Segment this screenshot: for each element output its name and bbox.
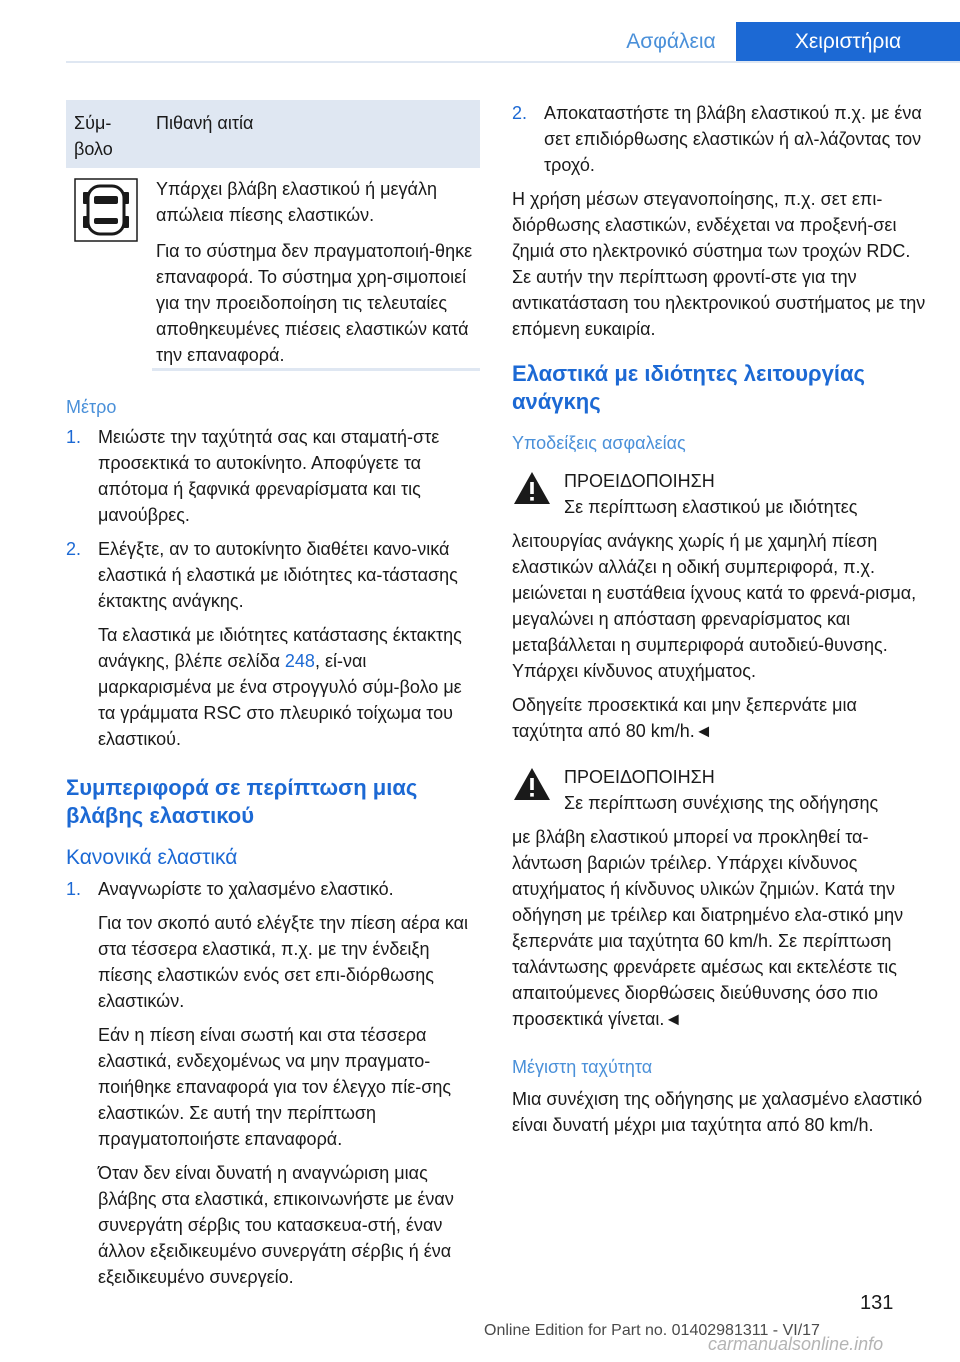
warning-triangle-icon (512, 766, 552, 800)
header-tab-controls[interactable]: Χειριστήρια (736, 22, 960, 62)
header-divider (66, 61, 960, 63)
page-link-248[interactable]: 248 (284, 651, 315, 671)
list-text: Ελέγξτε, αν το αυτοκίνητο διαθέτει κανο-νικά ελαστικά ή ελαστικά με ιδιότητες κα-τάστασης έκτακτης ανάγκης. (98, 539, 458, 611)
section-heading: Ελαστικά με ιδιότητες λειτουργίας ανάγκης (512, 361, 865, 414)
warning-text-first: Σε περίπτωση συνέχισης της οδήγησης (564, 793, 879, 813)
subsection-heading: Κανονικά ελαστικά (66, 846, 238, 869)
header-tab-safety[interactable]: Ασφάλεια (606, 22, 736, 62)
safety-heading: Υποδείξεις ασφαλείας (512, 433, 686, 453)
list-text: Μειώστε την ταχύτητά σας και σταματή-στε προσεκτικά το αυτοκίνητο. Αποφύγετε τα απότομα ή ξαφνικά φρεναρίσματα και τις μανούβρες. (98, 427, 440, 525)
list-text-extra: Για τον σκοπό αυτό ελέγξτε την πίεση αέρα και στα τέσσερα ελαστικά, π.χ. με την ένδειξη πίεσης ελαστικών ενός σετ επι-διόρθωσης ελαστικών. (98, 913, 469, 1011)
warning-triangle-icon (512, 470, 552, 504)
warning-title: ΠΡΟΕΙΔΟΠΟΙΗΣΗ (564, 471, 715, 491)
page-number: 131 (860, 1292, 894, 1314)
list-text-extra: Όταν δεν είναι δυνατή η αναγνώριση μιας βλάβης στα ελαστικά, επικοινωνήστε με έναν συνεργάτη σέρβις του κατασκευα-στή, έναν άλλον εξειδικευμένο συνεργάτη σέρβις ή ένα εξειδικευμένο συνεργείο. (98, 1163, 454, 1287)
tire-pressure-car-icon (74, 178, 138, 242)
measures-list (66, 424, 480, 752)
rdc-paragraph: Η χρήση μέσων στεγανοποίησης, π.χ. σετ επι-διόρθωσης ελαστικών, ενδέχεται να προξενή-σει ζημιά στο ηλεκτρονικό σύστημα των τροχών RDC. Σε αυτήν την περίπτωση φροντί-στε για την αντικατάσταση του ηλεκτρονικού συστήματος με την επόμενη ευκαιρία. (512, 189, 926, 339)
list-text-extra: Τα ελαστικά με ιδιότητες κατάστασης έκτακτης ανάγκης, βλέπε σελίδα 248, εί-ναι μαρκαρισμένα με ένα στρογγυλό σύμ-βολο με τα γράμματα RSC στο πλευρικό τοίχωμα του ελαστικού. (98, 625, 462, 749)
measures-heading: Μέτρο (66, 397, 117, 417)
warning-title: ΠΡΟΕΙΔΟΠΟΙΗΣΗ (564, 767, 715, 787)
list-item (512, 100, 926, 178)
warning-box (512, 468, 926, 528)
table-header-cause: Πιθανή αιτία (156, 113, 254, 133)
list-number: 2. (66, 539, 82, 559)
table-row (66, 168, 480, 370)
cause-paragraph: Για το σύστημα δεν πραγματοποιή-θηκε επαναφορά. Το σύστημα χρη-σιμοποιεί για την προειδοποίηση τις τελευταίες αποθηκευμένες πιέσεις ελαστικών κατά την επαναφορά. (156, 241, 473, 365)
max-speed-heading: Μέγιστη ταχύτητα (512, 1057, 653, 1077)
cause-paragraph: Υπάρχει βλάβη ελαστικού ή μεγάλη απώλεια πίεσης ελαστικών. (156, 179, 437, 225)
warning-text: Οδηγείτε προσεκτικά και μην ξεπερνάτε μια ταχύτητα από 80 km/h.◄ (512, 695, 857, 741)
list-item (66, 536, 480, 752)
warning-text-first: Σε περίπτωση ελαστικού με ιδιότητες (564, 497, 858, 517)
section-heading: Συμπεριφορά σε περίπτωση μιας βλάβης ελαστικού (66, 775, 418, 828)
watermark: carmanualsonline.info (708, 1334, 884, 1354)
list-text: Αναγνωρίστε το χαλασμένο ελαστικό. (98, 879, 394, 899)
list-text: Αποκαταστήστε τη βλάβη ελαστικού π.χ. με ένα σετ επιδιόρθωσης ελαστικών ή αλ-λάζοντας τον τροχό. (544, 103, 922, 175)
list-item (66, 424, 480, 528)
table-bottom-rule (152, 368, 480, 371)
right-column (512, 100, 926, 1138)
warning-text: με βλάβη ελαστικού μπορεί να προκληθεί τα-λάντωση βαριών τρέιλερ. Υπάρχει κίνδυνος ατυχήματος ή κίνδυνος υλικών ζημιών. Κατά την οδήγηση με τρέιλερ και διατρημένο ελα-στικό μην ξεπερνάτε μια ταχύτητα 60 km/h. Σε περίπτωση ταλάντωσης φρενάρετε αμέσως και εκτελέστε τις απαιτούμενες διορθώσεις διεύθυνσης όσο πιο προσεκτικά γίνεται.◄ (512, 827, 904, 1029)
normal-tires-list (66, 876, 480, 1290)
table-cause-text (156, 176, 480, 378)
edition-footer: Online Edition for Part no. 01402981311 - VI/17 (484, 1322, 820, 1339)
table-header-symbol: Σύμ-βολο (74, 113, 113, 159)
max-speed-text: Μια συνέχιση της οδήγησης με χαλασμένο ελαστικό είναι δυνατή μέχρι μια ταχύτητα από 80 km/h. (512, 1089, 923, 1135)
list-number: 1. (66, 427, 82, 447)
table-header (66, 100, 480, 168)
left-column (66, 100, 480, 1298)
warning-box (512, 764, 926, 824)
list-number: 1. (66, 879, 82, 899)
warning-text: λειτουργίας ανάγκης χωρίς ή με χαμηλή πίεση ελαστικών αλλάζει η οδική συμπεριφορά, π.χ. μειώνεται η ευστάθεια ίχνους κατά το φρενά-ρισμα, μεγαλώνει η απόσταση φρεναρίσματος και μεταβάλλεται η συμπεριφορά αυτοδιεύ-θυνσης. Υπάρχει κίνδυνος ατυχήματος. (512, 531, 917, 681)
list-number: 2. (512, 103, 528, 123)
list-item (66, 876, 480, 1290)
list-text-extra: Εάν η πίεση είναι σωστή και στα τέσσερα ελαστικά, ενδεχομένως να μην πραγματο-ποιήθηκε επαναφορά για τον έλεγχο πίε-σης ελαστικών. Σε αυτή την περίπτωση πραγματοποιήστε επαναφορά. (98, 1025, 452, 1149)
continued-list (512, 100, 926, 178)
